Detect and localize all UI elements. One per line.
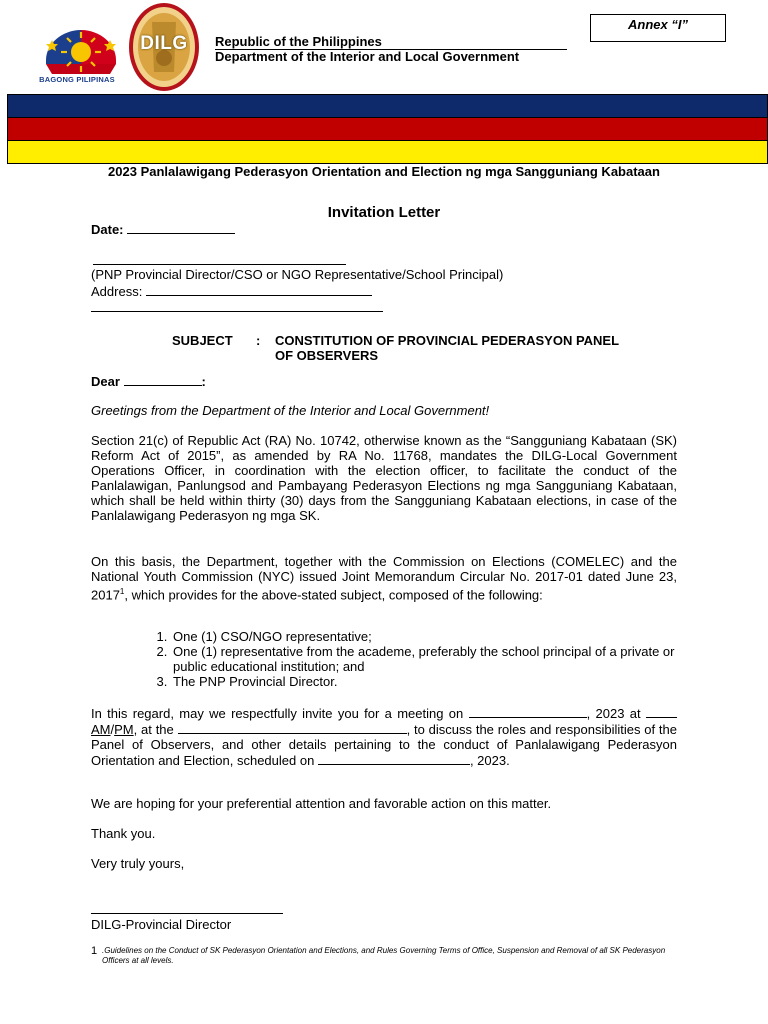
am-text: AM [91,722,111,737]
recipient-role: (PNP Provincial Director/CSO or NGO Representative/School Principal) [91,267,504,282]
list-item: 2. One (1) representative from the academe, preferably the school principal of a private or public educational institution; and [171,644,677,674]
salutation: Dear [91,374,120,389]
event-title: 2023 Panlalawigang Pederasyon Orientation and Election ng mga Sangguniang Kabataan [108,164,660,179]
recipient-line [93,264,346,265]
signature-line [91,913,283,914]
paragraph-2-text-b: , which provides for the above-stated subject, composed of the following: [124,587,543,603]
signatory: DILG-Provincial Director [91,917,232,932]
doc-title: Invitation Letter [327,204,441,221]
paragraph-3-text-a: In this regard, may we respectfully invite you for a meeting on [91,706,464,721]
annex-box: Annex “I” [590,14,726,42]
subject-text [275,333,685,363]
republic-text: Republic of the Philippines [215,35,567,50]
letterhead [215,35,567,64]
paragraph-3-text-e: , 2023. [469,753,510,768]
paragraph-2 [91,554,677,602]
salutation-blank [124,373,202,386]
pm-text: PM [114,722,134,737]
address-label: Address: [91,284,143,299]
subject-line-1: CONSTITUTION OF PROVINCIAL PEDERASYON PANEL [275,333,620,348]
paragraph-3 [91,705,677,768]
date-line [91,221,235,237]
list-item: 3. The PNP Provincial Director. [171,674,677,689]
footnote-number: 1 [91,945,98,957]
footnote-ref: 1 [119,587,125,596]
salutation-colon: : [201,374,206,389]
list-item: 1. One (1) CSO/NGO representative; [171,629,677,644]
salutation-row [91,373,206,389]
address-line-2 [91,311,383,312]
paragraph-4: We are hoping for your preferential attention and favorable action on this matter. [91,796,552,811]
footnote-text: .Guidelines on the Conduct of SK Pederasyon Orientation and Elections, and Rules Governing Terms of Office, Suspension and Removal of all SK Pederasyon Officers at all levels. [102,946,666,965]
footnote [91,946,677,966]
seal-text: DILG [140,33,188,54]
logo-label: BAGONG PILIPINAS [39,75,115,84]
band-red [7,117,768,141]
address-blank [146,283,372,296]
thanks: Thank you. [91,826,156,841]
paragraph-3-text-b: , 2023 at [586,706,641,721]
schedule-blank [318,752,470,765]
venue-blank [178,721,407,734]
subject-colon: : [256,333,261,348]
meeting-date-blank [469,705,587,718]
paragraph-2-text-a: On this basis, the Department, together with the Commission on Elections (COMELEC) and the National Youth Commission (NYC) issued Joint Memorandum Circular No. 2017-01 dated June 23, 2017 [91,554,677,603]
paragraph-1: Section 21(c) of Republic Act (RA) No. 10742, otherwise known as the “Sangguniang Kabataan (SK) Reform Act of 2015”, as amended by RA No. 11768, mandates the DILG-Local Government Operations Officer, in coordination with the election officer, to facilitate the conduct of the Panlalawigan, Panlungsod and Pambayang Pederasyon Elections ng mga Sangguniang Kabataan, which shall be held within thirty (30) days from the Sangguniang Kabataan elections, in case of the Panlalawigang Pederasyon ng mga SK. [91,433,677,523]
subject-line-2: OF OBSERVERS [275,348,379,363]
paragraph-3-text-c: , at the [133,722,174,737]
meeting-time-blank [646,705,677,718]
date-label: Date: [91,222,124,237]
paragraph-3-text-d: , to discuss the roles and responsibilities of the Panel of Observers, and other details pertaining to the conduct of Panlalawigang Pederasyon Orientation and Election, scheduled on [91,722,677,768]
closing: Very truly yours, [91,856,185,871]
greeting: Greetings from the Department of the Interior and Local Government! [91,403,490,418]
department-text: Department of the Interior and Local Government [215,49,520,64]
date-blank [127,221,235,234]
band-blue [7,94,768,118]
subject-label: SUBJECT [172,333,233,348]
am-pm-slash: / [110,722,115,737]
band-yellow [7,140,768,164]
address-row [91,283,372,299]
observers-list [76,629,677,689]
